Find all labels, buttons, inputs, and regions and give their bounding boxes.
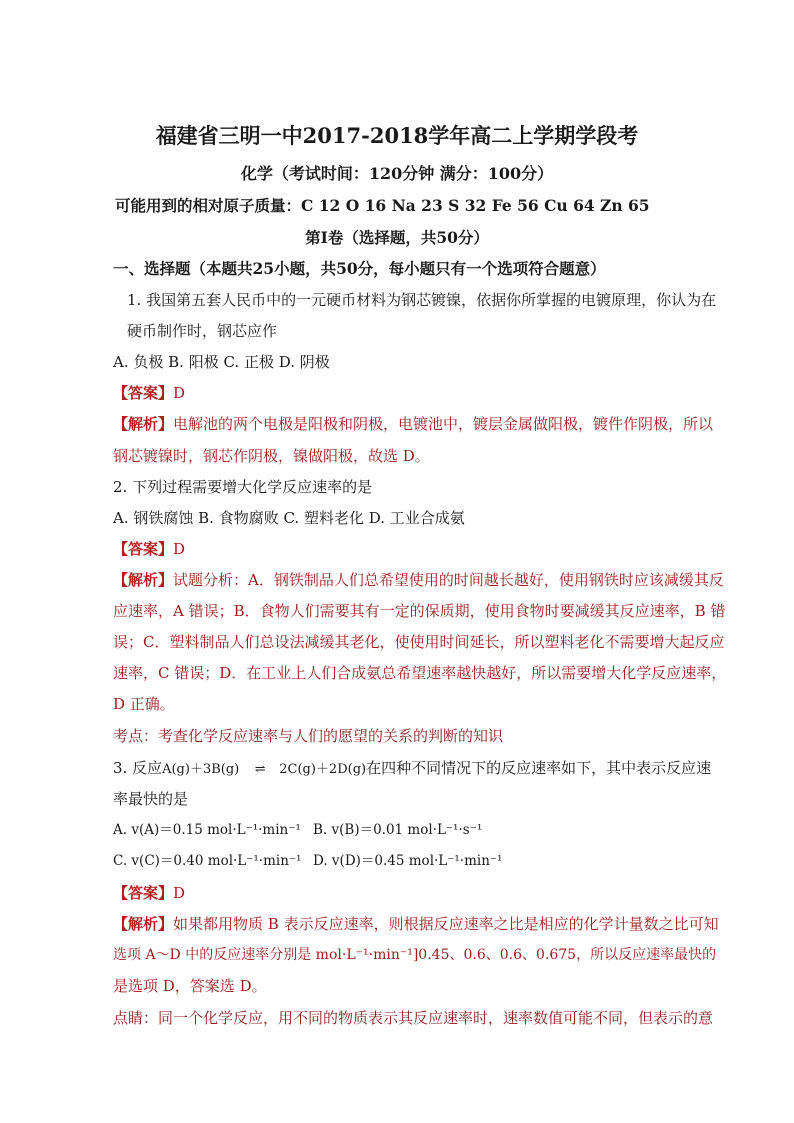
q1-answer-value: D (173, 384, 186, 402)
q3-dianjing: 点睛：同一个化学反应，用不同的物质表示其反应速率时，速率数值可能不同，但表示的意 (113, 1009, 714, 1027)
q3-analysis-line-3: 是选项 D，答案选 D。 (113, 977, 267, 995)
exam-subtitle: 化学（考试时间：120分钟 满分：100分） (240, 164, 554, 183)
q3-analysis-text: 如果都用物质 B 表示反应速率，则根据反应速率之比是相应的化学计量数之比可知 (173, 915, 719, 933)
q3-option-d: D. v(D)＝0.45 mol·L⁻¹·min⁻¹ (313, 853, 503, 869)
q1-stem-line-2: 硬币制作时，钢芯应作 (127, 322, 278, 340)
equilibrium-arrow-icon: ⇌ (254, 762, 264, 777)
answer-tag: 【答案】 (113, 540, 174, 558)
q1-analysis-text: 电解池的两个电极是阳极和阴极，电镀池中，镀层金属做阳极，镀件作阴极，所以 (173, 415, 714, 433)
q2-analysis-text: 试题分析：A．钢铁制品人们总希望使用的时间越长越好，使用钢铁时应该减缓其反 (173, 571, 724, 589)
q3-reactants: A(g)＋3B(g) (162, 762, 240, 777)
q2-kaodian: 考点：考查化学反应速率与人们的愿望的关系的判断的知识 (113, 727, 504, 745)
q3-option-b: B. v(B)＝0.01 mol·L⁻¹·s⁻¹ (313, 822, 483, 838)
q2-answer-value: D (173, 540, 186, 558)
q2-analysis-line-2: 应速率，A 错误；B．食物人们需要其有一定的保质期，使用食物时要减缓其反应速率，B 错 (113, 602, 726, 620)
analysis-tag: 【解析】 (113, 415, 174, 433)
volume-heading: 第Ⅰ卷（选择题，共50分） (305, 228, 489, 247)
answer-tag: 【答案】 (113, 884, 174, 902)
q3-stem-prefix: 3. 反应 (113, 759, 163, 777)
q1-answer (113, 383, 185, 403)
analysis-tag: 【解析】 (113, 571, 174, 589)
q2-stem: 2. 下列过程需要增大化学反应速率的是 (113, 478, 373, 496)
q1-analysis-line-1 (113, 414, 713, 434)
q3-stem-line-1 (113, 758, 711, 780)
q2-analysis-line-5: D 正确。 (113, 695, 175, 713)
q1-options: A. 负极 B. 阳极 C. 正极 D. 阴极 (113, 353, 330, 371)
q3-stem-suffix: 在四种不同情况下的反应速率如下，其中表示反应速 (366, 759, 712, 777)
section-heading: 一、选择题（本题共25小题，共50分，每小题只有一个选项符合题意） (113, 259, 606, 278)
q3-products: 2C(g)＋2D(g) (279, 762, 367, 777)
q2-answer (113, 539, 185, 559)
q3-options-row-2 (113, 851, 502, 871)
q3-stem-line-2: 率最快的是 (113, 790, 189, 808)
atomic-masses: 可能用到的相对原子质量：C 12 O 16 Na 23 S 32 Fe 56 Cu 64 Zn 65 (115, 196, 650, 215)
q2-options: A. 钢铁腐蚀 B. 食物腐败 C. 塑料老化 D. 工业合成氨 (113, 509, 465, 527)
q3-answer (113, 883, 185, 903)
q3-answer-value: D (173, 884, 186, 902)
q3-analysis-line-1 (113, 914, 719, 934)
q3-option-a: A. v(A)＝0.15 mol·L⁻¹·min⁻¹ (113, 822, 301, 838)
q3-options-row-1 (113, 820, 482, 840)
exam-title: 福建省三明一中2017-2018学年高二上学期学段考 (155, 123, 639, 148)
answer-tag: 【答案】 (113, 384, 174, 402)
q3-analysis-line-2: 选项 A～D 中的反应速率分别是 mol·L⁻¹·min⁻¹]0.45、0.6、0.6、0.675，所以反应速率最快的 (113, 947, 717, 963)
q2-analysis-line-3: 误；C．塑料制品人们总设法减缓其老化，使使用时间延长，所以塑料老化不需要增大起反应 (113, 633, 725, 651)
q1-analysis-line-2: 钢芯镀镍时，钢芯作阴极，镍做阳极，故选 D。 (113, 447, 430, 465)
q2-analysis-line-4: 速率，C 错误；D．在工业上人们合成氨总希望速率越快越好，所以需要增大化学反应速率， (113, 664, 727, 682)
analysis-tag: 【解析】 (113, 915, 174, 933)
q2-analysis-line-1 (113, 570, 724, 590)
q1-stem-line-1: 1. 我国第五套人民币中的一元硬币材料为钢芯镀镍，依据你所掌握的电镀原理，你认为在 (127, 291, 717, 309)
q3-option-c: C. v(C)＝0.40 mol·L⁻¹·min⁻¹ (113, 853, 302, 869)
